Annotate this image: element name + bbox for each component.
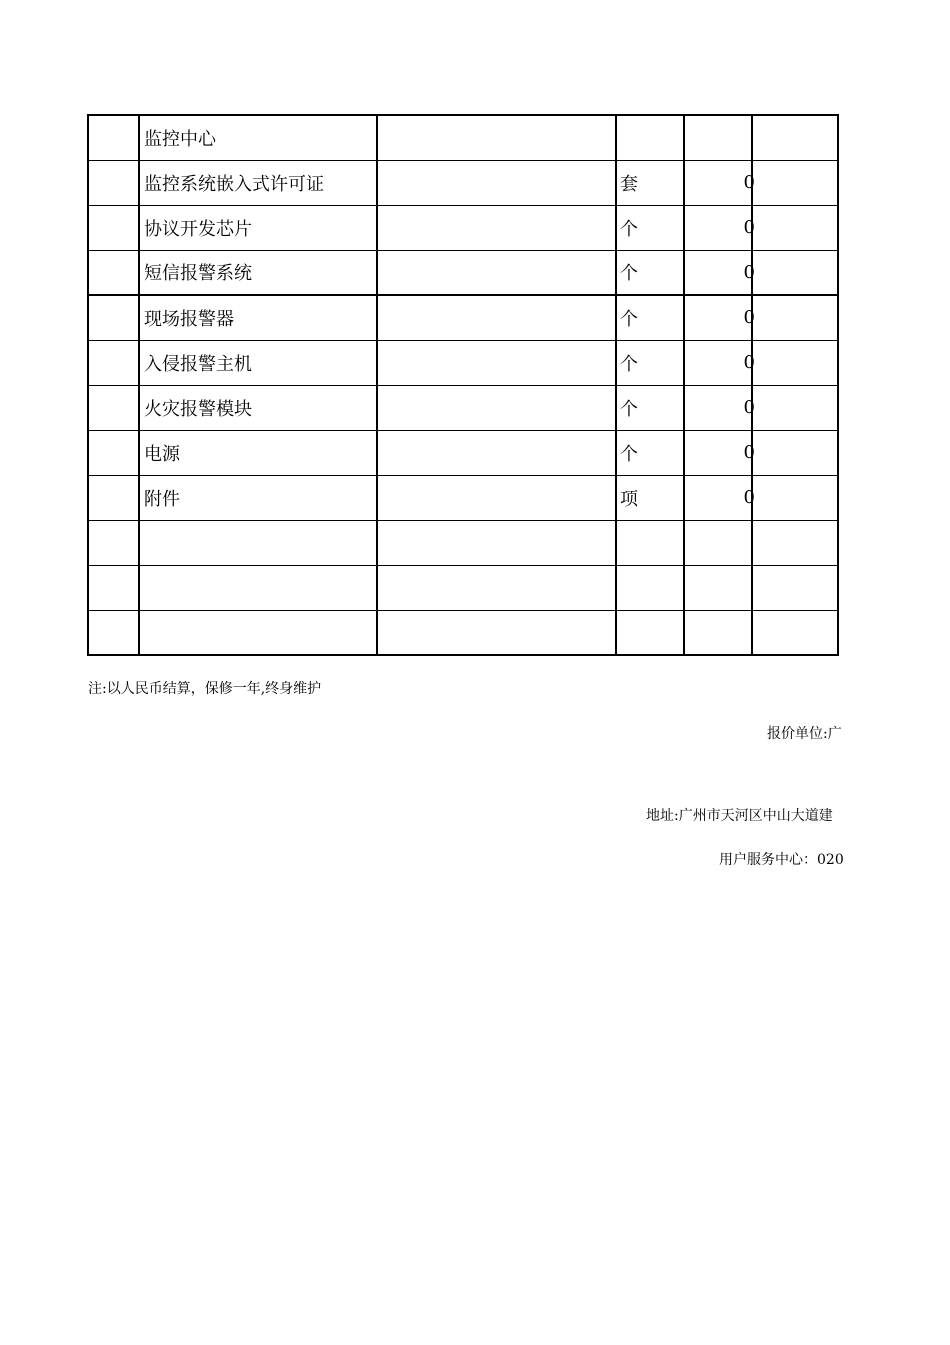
item-qty-cell	[684, 565, 752, 610]
table-row	[88, 115, 838, 160]
qty-value: 0	[743, 217, 755, 238]
item-unit-cell	[616, 610, 684, 655]
item-spec-cell	[377, 475, 616, 520]
item-spec-cell	[377, 295, 616, 340]
item-unit-cell: 套	[616, 160, 684, 205]
item-extra-cell	[752, 340, 838, 385]
item-extra-cell	[752, 475, 838, 520]
table-row	[88, 610, 838, 655]
item-unit-cell	[616, 115, 684, 160]
qty-value: 0	[743, 397, 755, 418]
quote-table-body	[88, 115, 838, 655]
row-index-cell	[88, 160, 139, 205]
row-index-cell	[88, 205, 139, 250]
item-name-cell: 短信报警系统	[139, 250, 377, 295]
row-index-cell	[88, 565, 139, 610]
item-unit-cell: 个	[616, 385, 684, 430]
item-name-cell	[139, 610, 377, 655]
item-spec-cell	[377, 520, 616, 565]
item-unit-cell: 项	[616, 475, 684, 520]
qty-value: 0	[743, 487, 755, 508]
item-name-cell: 火灾报警模块	[139, 385, 377, 430]
table-row	[88, 385, 838, 430]
table-row	[88, 520, 838, 565]
item-unit-cell: 个	[616, 205, 684, 250]
quote-table	[87, 114, 839, 656]
item-unit-cell	[616, 565, 684, 610]
item-qty-cell	[684, 160, 755, 205]
item-name-cell: 附件	[139, 475, 377, 520]
row-index-cell	[88, 295, 139, 340]
qty-value: 0	[743, 307, 755, 329]
item-extra-cell	[752, 295, 838, 340]
item-extra-cell	[752, 520, 838, 565]
item-name-cell	[139, 520, 377, 565]
item-spec-cell	[377, 115, 616, 160]
item-qty-cell	[684, 475, 755, 520]
item-spec-cell	[377, 610, 616, 655]
table-row	[88, 205, 838, 250]
item-name-cell	[139, 565, 377, 610]
table-row	[88, 250, 838, 295]
item-extra-cell	[752, 385, 838, 430]
item-extra-cell	[752, 430, 838, 475]
item-qty-cell	[684, 385, 755, 430]
item-spec-cell	[377, 385, 616, 430]
item-qty-cell	[684, 430, 755, 475]
row-index-cell	[88, 340, 139, 385]
item-qty-cell	[684, 295, 755, 340]
item-extra-cell	[752, 115, 838, 160]
item-name-cell: 监控中心	[139, 115, 377, 160]
qty-value: 0	[743, 172, 755, 193]
item-qty-cell	[684, 520, 752, 565]
row-index-cell	[88, 385, 139, 430]
item-qty-cell	[684, 115, 752, 160]
table-row	[88, 475, 838, 520]
item-spec-cell	[377, 430, 616, 475]
item-extra-cell	[752, 565, 838, 610]
item-spec-cell	[377, 565, 616, 610]
item-name-cell: 现场报警器	[139, 295, 377, 340]
item-spec-cell	[377, 340, 616, 385]
table-row	[88, 430, 838, 475]
item-name-cell: 入侵报警主机	[139, 340, 377, 385]
item-extra-cell	[752, 205, 838, 250]
item-name-cell: 电源	[139, 430, 377, 475]
table-row	[88, 160, 838, 205]
quote-unit: 报价单位:广	[767, 726, 842, 742]
qty-value: 0	[743, 352, 755, 373]
item-unit-cell: 个	[616, 295, 684, 340]
row-index-cell	[88, 475, 139, 520]
row-index-cell	[88, 250, 139, 295]
item-spec-cell	[377, 160, 616, 205]
row-index-cell	[88, 520, 139, 565]
item-name-cell: 协议开发芯片	[139, 205, 377, 250]
table-row	[88, 565, 838, 610]
row-index-cell	[88, 430, 139, 475]
item-qty-cell	[684, 205, 755, 250]
item-spec-cell	[377, 205, 616, 250]
item-qty-cell	[684, 250, 755, 295]
item-qty-cell	[684, 340, 755, 385]
payment-note: 注:以人民币结算，保修一年,终身维护	[88, 681, 322, 697]
item-spec-cell	[377, 250, 616, 295]
item-name-cell: 监控系统嵌入式许可证	[139, 160, 377, 205]
table-row	[88, 295, 838, 340]
item-unit-cell: 个	[616, 250, 684, 295]
address: 地址:广州市天河区中山大道建	[646, 808, 833, 824]
item-extra-cell	[752, 160, 838, 205]
item-unit-cell: 个	[616, 340, 684, 385]
item-extra-cell	[752, 250, 838, 295]
row-index-cell	[88, 115, 139, 160]
qty-value: 0	[743, 261, 755, 283]
table-row	[88, 340, 838, 385]
item-extra-cell	[752, 610, 838, 655]
item-unit-cell: 个	[616, 430, 684, 475]
row-index-cell	[88, 610, 139, 655]
item-qty-cell	[684, 610, 752, 655]
qty-value: 0	[743, 442, 755, 463]
item-unit-cell	[616, 520, 684, 565]
service-center: 用户服务中心：020	[719, 852, 844, 868]
